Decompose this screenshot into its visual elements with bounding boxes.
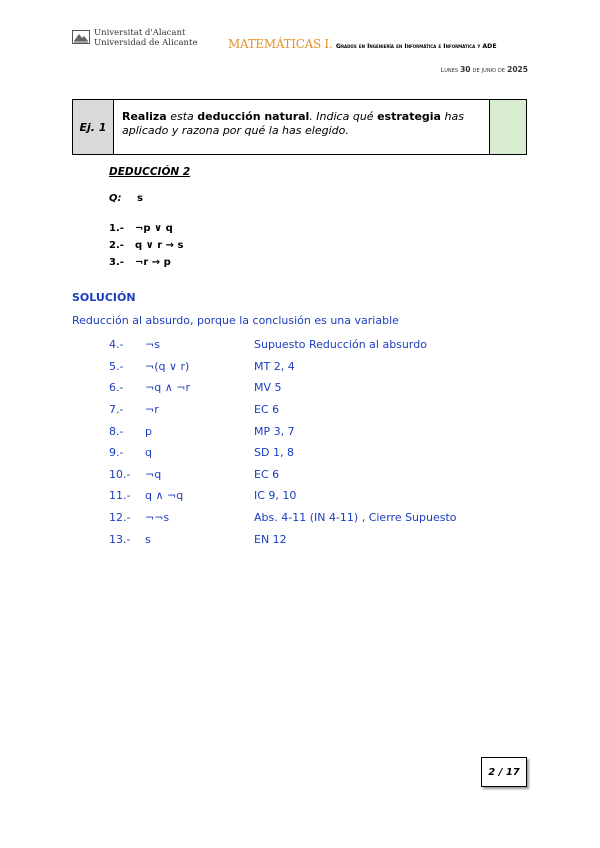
proof-step: 10.- ¬q EC 6: [109, 467, 280, 481]
proof-step: 4.- ¬s Supuesto Reducción al absurdo: [109, 338, 427, 352]
degree-name: Grados en Ingeniería en Informática e Informática y ADE: [335, 43, 497, 50]
solution-title: SOLUCIÓN: [72, 291, 136, 304]
exercise-box: [72, 99, 527, 155]
conclusion-value: s: [136, 193, 143, 204]
page-number: 2 / 17: [481, 757, 527, 787]
proof-step: 6.- ¬q ∧ ¬r MV 5: [109, 381, 282, 395]
conclusion-line: [109, 193, 143, 204]
premises-list: [109, 220, 183, 271]
course-name: MATEMÁTICAS I.: [228, 37, 333, 51]
proof-step: 11.- q ∧ ¬q IC 9, 10: [109, 489, 297, 503]
conclusion-label: Q:: [109, 193, 122, 204]
proof-step: 5.- ¬(q ∨ r) MT 2, 4: [109, 359, 295, 373]
proof-step: 8.- p MP 3, 7: [109, 424, 295, 438]
premise: 2.- q ∨ r → s: [109, 240, 184, 251]
exam-date: Lunes 30 de junio de 2025: [440, 65, 528, 74]
proof-step: 7.- ¬r EC 6: [109, 403, 280, 417]
solution-description: Reducción al absurdo, porque la conclusión es una variable: [72, 314, 399, 327]
exercise-number: Ej. 1: [73, 100, 114, 154]
course-title: [228, 37, 497, 51]
solution-steps: [109, 334, 457, 550]
premise: 3.- ¬r → p: [109, 257, 171, 268]
proof-step: 13.- s EN 12: [109, 532, 287, 546]
deduction-title: DEDUCCIÓN 2: [109, 166, 191, 178]
proof-step: 12.- ¬¬s Abs. 4-11 (IN 4-11) , Cierre Supuesto: [109, 511, 457, 525]
logo-text: Universitat d'Alacant Universidad de Alicante: [94, 28, 198, 48]
grade-cell: [489, 100, 526, 154]
university-logo: [72, 28, 232, 50]
premise: 1.- ¬p ∨ q: [109, 223, 173, 234]
university-emblem-icon: [72, 30, 90, 44]
proof-step: 9.- q SD 1, 8: [109, 446, 294, 460]
exercise-statement: Realiza esta deducción natural. Indica qué estrategia has aplicado y razona por qué la has elegido.: [122, 110, 464, 137]
